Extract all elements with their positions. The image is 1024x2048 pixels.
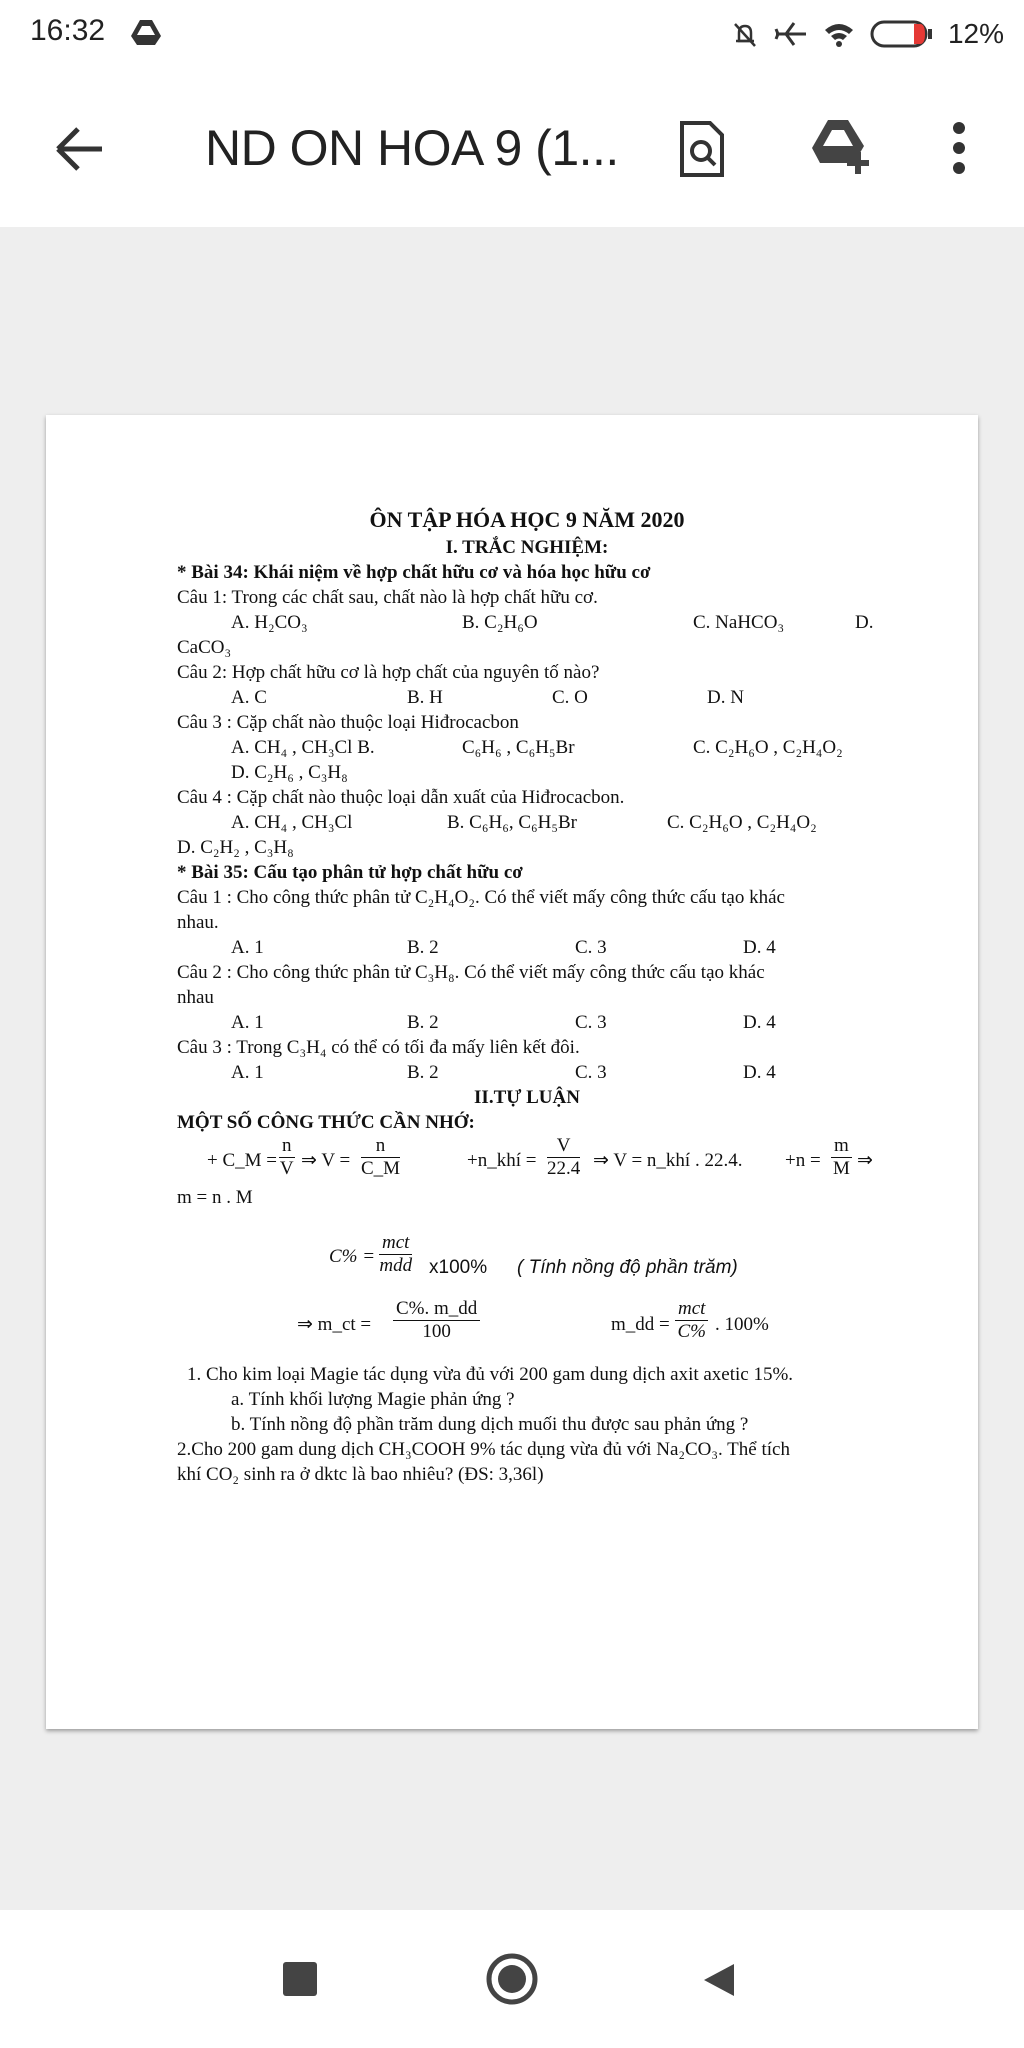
numerator: n xyxy=(361,1135,400,1158)
option: D. 4 xyxy=(743,1062,776,1083)
problem-continued: khí CO₂ sinh ra ở dktc là bao nhiêu? (ĐS: 3,36l) xyxy=(177,1464,544,1485)
formula-m: m = n . M xyxy=(177,1187,253,1208)
option: C. C₂H₆O , C₂H₄O₂ xyxy=(693,737,843,758)
formula-cpct: C% = xyxy=(329,1246,376,1267)
document-viewer[interactable] xyxy=(0,227,1024,1910)
option: A. 1 xyxy=(231,937,264,958)
formula-mct: ⇒ m_ct = xyxy=(297,1314,372,1335)
fraction xyxy=(547,1135,580,1180)
status-bar xyxy=(0,0,1024,72)
find-in-document-icon[interactable] xyxy=(678,119,726,179)
question-continued: nhau xyxy=(177,987,214,1008)
denominator: mdd xyxy=(379,1255,413,1276)
formula-mdd: m_dd = xyxy=(611,1314,670,1335)
airplane-mode-icon xyxy=(774,19,808,49)
back-arrow-icon[interactable] xyxy=(52,124,108,174)
question: Câu 1 : Cho công thức phân tử C₂H₄O₂. Có thể viết mấy công thức cấu tạo khác xyxy=(177,887,785,908)
option: B. 2 xyxy=(407,1062,439,1083)
answer-row xyxy=(177,1060,877,1085)
option: D. xyxy=(855,612,874,633)
drive-notification-icon xyxy=(130,18,162,46)
option: C. 3 xyxy=(575,1062,607,1083)
formula-row xyxy=(177,1232,877,1298)
fraction xyxy=(831,1135,852,1180)
denominator: M xyxy=(832,1158,850,1179)
formula-n: +n = xyxy=(785,1150,821,1171)
doc-title: ÔN TẬP HÓA HỌC 9 NĂM 2020 xyxy=(369,507,685,532)
fraction xyxy=(675,1298,708,1343)
denominator: 22.4 xyxy=(547,1158,581,1179)
app-toolbar xyxy=(0,72,1024,227)
numerator: C%. m_dd xyxy=(393,1298,480,1321)
option: B. C₆H₆, C₆H₅Br xyxy=(447,812,577,833)
problem: 2.Cho 200 gam dung dịch CH₃COOH 9% tác dụng vừa đủ với Na₂CO₃. Thể tích xyxy=(177,1439,790,1460)
more-options-icon[interactable] xyxy=(946,118,972,178)
option: C. NaHCO₃ xyxy=(693,612,785,633)
option: A. CH₄ , CH₃Cl xyxy=(231,812,353,833)
status-icons xyxy=(730,14,1004,54)
option: A. 1 xyxy=(231,1012,264,1033)
problem-part: b. Tính nồng độ phần trăm dung dịch muối thu được sau phản ứng ? xyxy=(231,1414,749,1435)
document-page xyxy=(46,415,978,1729)
status-time: 16:32 xyxy=(30,14,106,47)
question: Câu 4 : Cặp chất nào thuộc loại dẫn xuất của Hiđrocacbon. xyxy=(177,787,625,808)
document-content xyxy=(177,507,877,1487)
option: C₆H₆ , C₆H₅Br xyxy=(462,737,575,758)
question-continued: nhau. xyxy=(177,912,219,933)
answer-row xyxy=(177,810,877,835)
problem-part: a. Tính khối lượng Magie phản ứng ? xyxy=(231,1389,515,1410)
option: A. 1 xyxy=(231,1062,264,1083)
home-button[interactable] xyxy=(485,1952,539,2006)
option: B. H xyxy=(407,687,443,708)
option: D. 4 xyxy=(743,1012,776,1033)
answer-row: D. C₂H₂ , C₃H₈ xyxy=(177,837,294,858)
denominator: C% xyxy=(677,1321,706,1342)
answer-row xyxy=(177,685,877,710)
question: Câu 2: Hợp chất hữu cơ là hợp chất của nguyên tố nào? xyxy=(177,662,600,683)
question: Câu 3 : Trong C₃H₄ có thể có tối đa mấy liên kết đôi. xyxy=(177,1037,580,1058)
question: Câu 1: Trong các chất sau, chất nào là hợp chất hữu cơ. xyxy=(177,587,598,608)
topic-heading: * Bài 35: Cấu tạo phân tử hợp chất hữu cơ xyxy=(177,862,523,883)
recents-button[interactable] xyxy=(283,1962,317,1996)
option: C. 3 xyxy=(575,937,607,958)
document-title: ND ON HOA 9 (1... xyxy=(205,120,619,176)
formula-vkhi: ⇒ V = n_khí . 22.4. xyxy=(593,1150,743,1171)
numerator: mct xyxy=(379,1232,412,1255)
denominator: C_M xyxy=(361,1158,401,1179)
numerator: mct xyxy=(675,1298,708,1321)
denominator: V xyxy=(279,1158,294,1179)
system-nav-bar xyxy=(0,1910,1024,2048)
wifi-icon xyxy=(822,19,856,49)
option: B. 2 xyxy=(407,937,439,958)
option: A. H₂CO₃ xyxy=(231,612,308,633)
option: A. C xyxy=(231,687,267,708)
option: B. C₂H₆O xyxy=(462,612,538,633)
formula-x100: x100% xyxy=(429,1257,488,1278)
answer-row xyxy=(177,935,877,960)
battery-icon xyxy=(870,19,934,49)
fraction xyxy=(393,1298,480,1343)
topic-heading: * Bài 34: Khái niệm về hợp chất hữu cơ và hóa học hữu cơ xyxy=(177,562,651,583)
formula-cm: + C_M = xyxy=(207,1150,277,1171)
option: A. CH₄ , CH₃Cl B. xyxy=(231,737,375,758)
option: B. 2 xyxy=(407,1012,439,1033)
question: Câu 3 : Cặp chất nào thuộc loại Hiđrocacbon xyxy=(177,712,519,733)
problem: 1. Cho kim loại Magie tác dụng vừa đủ với 200 gam dung dịch axit axetic 15%. xyxy=(187,1364,794,1385)
formula-heading: MỘT SỐ CÔNG THỨC CẦN NHỚ: xyxy=(177,1112,475,1133)
system-back-button[interactable] xyxy=(698,1960,738,2000)
question: Câu 2 : Cho công thức phân tử C₃H₈. Có thể viết mấy công thức cấu tạo khác xyxy=(177,962,765,983)
section-heading: I. TRẮC NGHIỆM: xyxy=(445,537,609,558)
answer-row: D. C₂H₆ , C₃H₈ xyxy=(231,762,348,783)
section-heading: II.TỰ LUẬN xyxy=(474,1087,580,1108)
numerator: V xyxy=(547,1135,580,1158)
formula-nkhi: +n_khí = xyxy=(467,1150,537,1171)
fraction xyxy=(279,1135,295,1180)
answer-row xyxy=(177,610,877,635)
answer-row xyxy=(177,735,877,760)
numerator: m xyxy=(831,1135,852,1158)
denominator: 100 xyxy=(422,1321,451,1342)
fraction xyxy=(361,1135,400,1180)
formula-100: . 100% xyxy=(715,1314,769,1335)
alarm-off-icon xyxy=(730,19,760,49)
answer-row xyxy=(177,1010,877,1035)
numerator: n xyxy=(279,1135,295,1158)
battery-percent: 12% xyxy=(947,18,1004,49)
fraction xyxy=(379,1232,412,1277)
option: C. O xyxy=(552,687,588,708)
formula-row xyxy=(177,1298,877,1352)
formula-note: ( Tính nồng độ phần trăm) xyxy=(517,1257,738,1278)
formula-implies: ⇒ xyxy=(857,1150,873,1171)
formula-row xyxy=(177,1135,877,1185)
option: D. N xyxy=(707,687,744,708)
formula-implies: ⇒ V = xyxy=(301,1150,351,1171)
answer-continued: CaCO₃ xyxy=(177,637,232,658)
option: C. 3 xyxy=(575,1012,607,1033)
option: D. 4 xyxy=(743,937,776,958)
option: C. C₂H₆O , C₂H₄O₂ xyxy=(667,812,817,833)
add-to-drive-icon[interactable] xyxy=(810,116,876,176)
